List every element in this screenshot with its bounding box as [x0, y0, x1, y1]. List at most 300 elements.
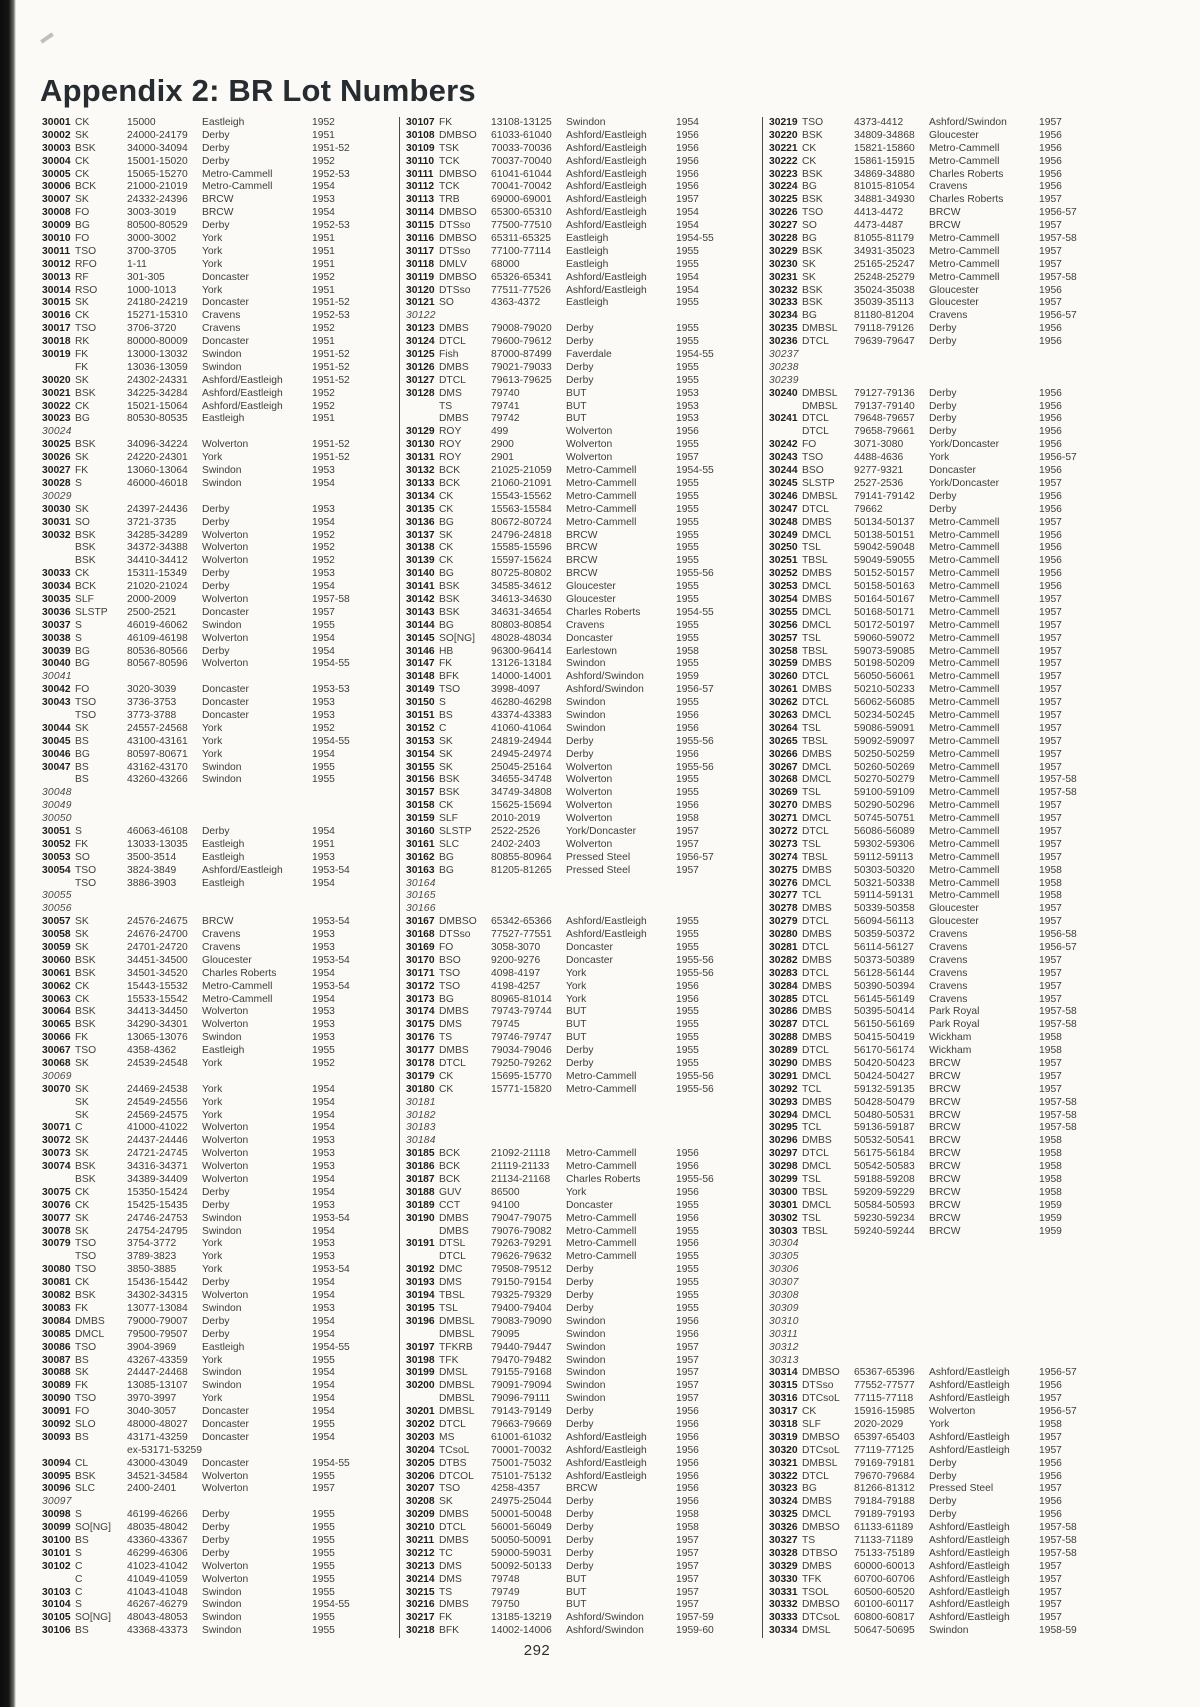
table-row	[769, 1161, 1180, 1174]
table-row	[769, 942, 1180, 955]
builder: Metro-Cammell	[929, 619, 1000, 631]
builder: Derby	[566, 1534, 594, 1546]
table-row	[406, 968, 762, 981]
number-range: 79670-79684	[854, 1470, 915, 1482]
build-year: 1958	[676, 1522, 699, 1534]
builder: Wolverton	[566, 452, 613, 464]
builder: Ashford/Swindon	[566, 671, 644, 683]
build-year: 1957	[1039, 194, 1062, 206]
coach-type: DMBS	[802, 568, 832, 580]
lot-number: 30292	[769, 1083, 798, 1095]
number-range: 15771-15820	[491, 1083, 552, 1095]
builder: BRCW	[566, 529, 598, 541]
builder: Cravens	[929, 954, 968, 966]
lot-number: 30297	[769, 1148, 798, 1160]
builder: Derby	[202, 825, 230, 837]
builder: York	[202, 1251, 223, 1263]
coach-type: RF	[75, 271, 89, 283]
coach-type: BG	[802, 310, 817, 322]
build-year: 1955	[676, 361, 699, 373]
builder: Eastleigh	[202, 1045, 245, 1057]
coach-type: TSO	[802, 117, 824, 128]
coach-type: FK	[439, 117, 453, 128]
table-row	[406, 723, 762, 736]
number-range: 61001-61032	[491, 1431, 552, 1443]
lot-number	[769, 401, 802, 414]
lot-number: 30169	[406, 942, 435, 953]
number-range: 4363-4372	[491, 297, 541, 309]
builder: Derby	[566, 1509, 594, 1521]
number-range: 3736-3753	[127, 697, 177, 709]
number-range: 79127-79136	[854, 387, 915, 399]
table-row	[42, 517, 399, 530]
lot-number: 30189	[406, 1199, 435, 1211]
build-year: 1957	[1039, 1483, 1062, 1495]
builder: Metro-Cammell	[929, 155, 1000, 167]
lot-number: 30134	[406, 490, 435, 502]
build-year: 1957-58	[1039, 1534, 1077, 1546]
build-year: 1957	[676, 1534, 699, 1546]
number-range: 50234-50245	[854, 709, 915, 721]
coach-type: BG	[439, 568, 454, 580]
lot-number: 30136	[406, 516, 435, 528]
builder: Doncaster	[202, 1457, 249, 1469]
table-row	[769, 1342, 1180, 1355]
coach-type: SK	[802, 258, 816, 270]
table-row	[769, 981, 1180, 994]
lot-number: 30113	[406, 194, 435, 206]
number-range: 80567-80596	[127, 658, 188, 670]
number-range: 50745-50751	[854, 813, 915, 825]
table-row	[42, 439, 399, 452]
builder: Metro-Cammell	[566, 1212, 637, 1224]
number-range: 79508-79512	[491, 1264, 552, 1276]
build-year: 1954	[676, 284, 699, 296]
number-range: 35039-35113	[854, 297, 914, 309]
table-row	[769, 813, 1180, 826]
coach-type: TRB	[439, 194, 460, 206]
build-year: 1954	[676, 220, 699, 232]
lot-number: 30092	[42, 1418, 71, 1430]
lot-number: 30192	[406, 1264, 435, 1276]
lot-number: 30275	[769, 864, 798, 876]
build-year: 1956	[1039, 413, 1062, 425]
lot-number: 30185	[406, 1148, 435, 1160]
build-year: 1955	[676, 1302, 699, 1314]
table-row	[769, 1432, 1180, 1445]
table-row	[406, 787, 762, 800]
number-range: 56062-56085	[854, 697, 915, 709]
coach-type: DMBS	[439, 1534, 469, 1546]
number-range: 34613-34630	[491, 593, 552, 605]
number-range: 21020-21024	[127, 581, 188, 593]
lot-number: 30223	[769, 168, 798, 180]
lot-number: 30177	[406, 1045, 435, 1057]
lot-number: 30123	[406, 323, 435, 335]
builder: Metro-Cammell	[566, 1251, 637, 1263]
coach-type: DTBS	[439, 1457, 467, 1469]
table-row	[406, 1148, 762, 1161]
lot-number: 30271	[769, 813, 798, 825]
builder: Metro-Cammell	[929, 890, 1000, 902]
table-row	[769, 749, 1180, 762]
number-range: 34655-34748	[491, 774, 552, 786]
coach-type: DTCL	[802, 993, 829, 1005]
coach-type: BSK	[75, 954, 96, 966]
coach-type: FK	[75, 361, 89, 373]
build-year: 1954	[312, 1122, 335, 1134]
number-range: 24220-24301	[127, 452, 188, 464]
lot-number: 30161	[406, 838, 435, 850]
lot-number: 30215	[406, 1586, 435, 1598]
lot-number: 30176	[406, 1032, 435, 1044]
builder: Pressed Steel	[929, 1483, 994, 1495]
number-range: 34000-34094	[127, 142, 188, 154]
number-range: 4488-4636	[854, 452, 904, 464]
builder: Metro-Cammell	[929, 787, 1000, 799]
builder: York	[566, 967, 587, 979]
table-row	[769, 1419, 1180, 1432]
table-row	[406, 1316, 762, 1329]
table-row	[42, 504, 399, 517]
empty-lot-number: 30097	[42, 1496, 72, 1508]
table-row	[769, 839, 1180, 852]
table-row	[769, 555, 1180, 568]
coach-type: TBSL	[802, 735, 828, 747]
builder: Wolverton	[566, 838, 613, 850]
coach-type: BSK	[802, 284, 823, 296]
builder: Ashford/Eastleigh	[566, 929, 647, 941]
lot-number: 30080	[42, 1264, 71, 1276]
coach-type: DTCsoL	[802, 1393, 840, 1405]
build-year: 1954	[312, 1277, 335, 1289]
lot-number: 30068	[42, 1058, 71, 1070]
number-range: 56150-56169	[854, 1019, 915, 1031]
lot-number: 30301	[769, 1199, 798, 1211]
coach-type: BS	[75, 1431, 89, 1443]
table-row	[42, 1380, 399, 1393]
coach-type: BSK	[75, 387, 96, 399]
lot-number: 30038	[42, 632, 71, 644]
builder: Metro-Cammell	[929, 761, 1000, 773]
number-range: 59092-59097	[854, 735, 915, 747]
builder: Swindon	[566, 1354, 606, 1366]
number-range: 34413-34450	[127, 1006, 188, 1018]
build-year: 1957	[676, 1560, 699, 1572]
build-year: 1955	[312, 1534, 335, 1546]
table-row	[406, 581, 762, 594]
lot-number: 30314	[769, 1367, 798, 1379]
coach-type: DMBS	[439, 1006, 469, 1018]
number-range: 60500-60520	[854, 1586, 915, 1598]
table-row	[406, 607, 762, 620]
table-row	[42, 1084, 399, 1097]
build-year: 1955	[676, 323, 699, 335]
coach-type: DMBSL	[802, 323, 838, 335]
build-year: 1955	[312, 1547, 335, 1559]
build-year: 1955	[676, 555, 699, 567]
coach-type: DMBS	[802, 593, 832, 605]
builder: Swindon	[566, 697, 606, 709]
build-year: 1955-56	[676, 568, 714, 580]
number-range: 79639-79647	[854, 336, 915, 348]
coach-type: DMBS	[802, 800, 832, 812]
lot-number: 30282	[769, 954, 798, 966]
lot-number: 30061	[42, 967, 71, 979]
number-range: 56145-56149	[854, 993, 915, 1005]
builder: Eastleigh	[566, 297, 609, 309]
lot-number: 30240	[769, 387, 798, 399]
table-row	[42, 568, 399, 581]
build-year: 1954	[312, 1393, 335, 1405]
build-year: 1957	[1039, 516, 1062, 528]
lot-number: 30263	[769, 709, 798, 721]
coach-type: TSL	[802, 787, 821, 799]
lot-number: 30141	[406, 581, 435, 593]
table-row	[42, 375, 399, 388]
number-range: 48035-48042	[127, 1522, 188, 1534]
build-year: 1955	[312, 1612, 335, 1624]
builder: Wolverton	[202, 1290, 249, 1302]
number-range: 79400-79404	[491, 1302, 552, 1314]
table-row	[42, 942, 399, 955]
build-year: 1955-56	[676, 1174, 714, 1186]
coach-type: FO	[439, 942, 454, 953]
builder: Ashford/Eastleigh	[566, 155, 647, 167]
coach-type: DMBS	[75, 1315, 105, 1327]
build-year: 1957	[1039, 800, 1062, 812]
number-range: 3886-3903	[127, 877, 177, 889]
number-range: 14002-14006	[491, 1625, 552, 1637]
build-year: 1956	[676, 1328, 699, 1340]
table-row	[406, 1535, 762, 1548]
lot-number: 30251	[769, 555, 798, 567]
lot-number: 30231	[769, 271, 798, 283]
lot-number: 30088	[42, 1367, 71, 1379]
number-range: 21000-21019	[127, 181, 188, 193]
coach-type: DTCL	[439, 1418, 466, 1430]
builder: Ashford/Eastleigh	[929, 1534, 1010, 1546]
number-range: 77527-77551	[491, 929, 552, 941]
build-year: 1955-56	[676, 761, 714, 773]
build-year: 1953	[312, 1135, 335, 1147]
builder: Metro-Cammell	[929, 568, 1000, 580]
coach-type: CK	[439, 542, 454, 554]
lot-number: 30066	[42, 1032, 71, 1044]
empty-lot-number: 30056	[42, 903, 72, 915]
lot-number: 30234	[769, 310, 798, 322]
table-row	[769, 117, 1180, 130]
coach-type: DTCL	[802, 825, 829, 837]
number-range: 65342-65366	[491, 916, 552, 928]
build-year: 1955-56	[676, 954, 714, 966]
table-row	[406, 555, 762, 568]
table-row	[42, 787, 399, 800]
build-year: 1957	[1039, 735, 1062, 747]
build-year: 1958	[1039, 1032, 1062, 1044]
builder: Derby	[929, 413, 957, 425]
empty-lot-number: 30166	[406, 903, 436, 915]
number-range: 3700-3705	[127, 245, 177, 257]
lot-number: 30070	[42, 1083, 71, 1095]
table-row	[42, 156, 399, 169]
builder: BUT	[566, 1032, 587, 1044]
number-range: 34316-34371	[127, 1161, 188, 1173]
coach-type: DMBSL	[802, 1457, 838, 1469]
number-range: 24539-24548	[127, 1058, 188, 1070]
builder: York	[929, 1418, 950, 1430]
builder: Eastleigh	[202, 851, 245, 863]
number-range: 15533-15542	[127, 993, 188, 1005]
table-row	[42, 1548, 399, 1561]
coach-type: BSK	[75, 1290, 96, 1302]
builder: Wolverton	[202, 1560, 249, 1572]
coach-type: TBSL	[802, 851, 828, 863]
coach-type: FK	[75, 349, 89, 361]
builder: Derby	[929, 490, 957, 502]
number-range: 34881-34930	[854, 194, 915, 206]
builder: Derby	[566, 323, 594, 335]
lot-number	[406, 401, 439, 414]
build-year: 1955	[312, 1418, 335, 1430]
build-year: 1957	[1039, 851, 1062, 863]
number-range: 3058-3070	[491, 942, 541, 953]
table-row	[406, 452, 762, 465]
builder: Eastleigh	[202, 117, 245, 128]
table-row	[406, 736, 762, 749]
coach-type: DMBS	[802, 980, 832, 992]
table-row	[42, 1483, 399, 1496]
scan-smudge-artifact	[40, 32, 54, 43]
table-row	[406, 1019, 762, 1032]
builder: Doncaster	[566, 954, 613, 966]
lot-number: 30051	[42, 825, 71, 837]
number-range: 70001-70032	[491, 1444, 552, 1456]
build-year: 1956	[676, 1238, 699, 1250]
coach-type: DMCL	[802, 877, 832, 889]
coach-type: DMCL	[802, 813, 832, 825]
build-year: 1956	[1039, 323, 1062, 335]
number-range: 59100-59109	[854, 787, 915, 799]
coach-type: DMBSO	[802, 1522, 840, 1534]
coach-type: DMBS	[802, 1096, 832, 1108]
coach-type: BSK	[802, 297, 823, 309]
number-range: 70037-70040	[491, 155, 552, 167]
table-row	[42, 620, 399, 633]
builder: Wolverton	[202, 1019, 249, 1031]
builder: Derby	[566, 1290, 594, 1302]
coach-type: FK	[75, 1380, 89, 1392]
table-row	[769, 1251, 1180, 1264]
lot-number: 30007	[42, 194, 71, 206]
number-range: 3500-3514	[127, 851, 177, 863]
number-range: 4258-4357	[491, 1483, 541, 1495]
table-row	[769, 542, 1180, 555]
number-range: 43000-43049	[127, 1457, 188, 1469]
coach-type: DMS	[439, 1573, 462, 1585]
coach-type: CK	[75, 400, 90, 412]
coach-type: S	[75, 825, 82, 837]
build-year: 1957	[1039, 903, 1062, 915]
table-row	[769, 1019, 1180, 1032]
coach-type: TCK	[439, 155, 460, 167]
table-row	[42, 1522, 399, 1535]
lot-number: 30020	[42, 374, 71, 386]
table-row	[42, 1406, 399, 1419]
lot-number: 30153	[406, 735, 435, 747]
table-row	[769, 955, 1180, 968]
lot-number: 30248	[769, 516, 798, 528]
lot-number: 30074	[42, 1161, 71, 1173]
builder: Metro-Cammell	[929, 658, 1000, 670]
table-row	[42, 426, 399, 439]
table-row	[769, 452, 1180, 465]
number-range: 79662	[854, 503, 883, 515]
number-range: 4098-4197	[491, 967, 541, 979]
builder: Doncaster	[202, 1431, 249, 1443]
table-row	[769, 1367, 1180, 1380]
builder: Wolverton	[202, 658, 249, 670]
coach-type: BG	[439, 619, 454, 631]
build-year: 1953	[312, 851, 335, 863]
lot-number: 30086	[42, 1341, 71, 1353]
build-year: 1958-59	[1039, 1625, 1077, 1637]
table-row	[42, 762, 399, 775]
coach-type: CK	[75, 155, 90, 167]
build-year: 1956-57	[1039, 1406, 1077, 1418]
build-year: 1951	[312, 284, 335, 296]
build-year: 1957	[676, 1367, 699, 1379]
table-row	[406, 1032, 762, 1045]
builder: Derby	[566, 1058, 594, 1070]
coach-type: TSL	[802, 838, 821, 850]
builder: Swindon	[202, 1032, 242, 1044]
lot-number: 30116	[406, 233, 435, 245]
number-range: 71133-71189	[854, 1534, 914, 1546]
number-range: 21025-21059	[491, 465, 552, 477]
build-year: 1954	[312, 581, 335, 593]
builder: Swindon	[566, 1393, 606, 1405]
build-year: 1957	[676, 1599, 699, 1611]
table-row	[769, 388, 1180, 401]
table-row	[406, 143, 762, 156]
coach-type: SO	[75, 516, 90, 528]
lot-number: 30200	[406, 1380, 435, 1392]
number-range: 79000-79007	[127, 1315, 188, 1327]
builder: Faverdale	[566, 349, 612, 361]
lot-number: 30254	[769, 593, 798, 605]
table-row	[769, 774, 1180, 787]
build-year: 1954-55	[312, 735, 350, 747]
builder: Swindon	[202, 1625, 242, 1637]
lot-number: 30147	[406, 658, 435, 670]
builder: Earlestown	[566, 645, 617, 657]
number-range: 56094-56113	[854, 916, 914, 928]
number-range: 79143-79149	[491, 1406, 552, 1418]
number-range: 41023-41042	[127, 1560, 188, 1572]
coach-type: SK	[75, 503, 89, 515]
table-row	[406, 1587, 762, 1600]
number-range: 56001-56049	[491, 1522, 552, 1534]
table-row	[406, 1483, 762, 1496]
lot-number: 30178	[406, 1058, 435, 1070]
coach-type: SK	[75, 452, 89, 464]
table-row	[406, 478, 762, 491]
table-row	[769, 336, 1180, 349]
number-range: 21134-21168	[491, 1174, 551, 1186]
builder: Ashford/Eastleigh	[566, 1431, 647, 1443]
table-row	[42, 1303, 399, 1316]
